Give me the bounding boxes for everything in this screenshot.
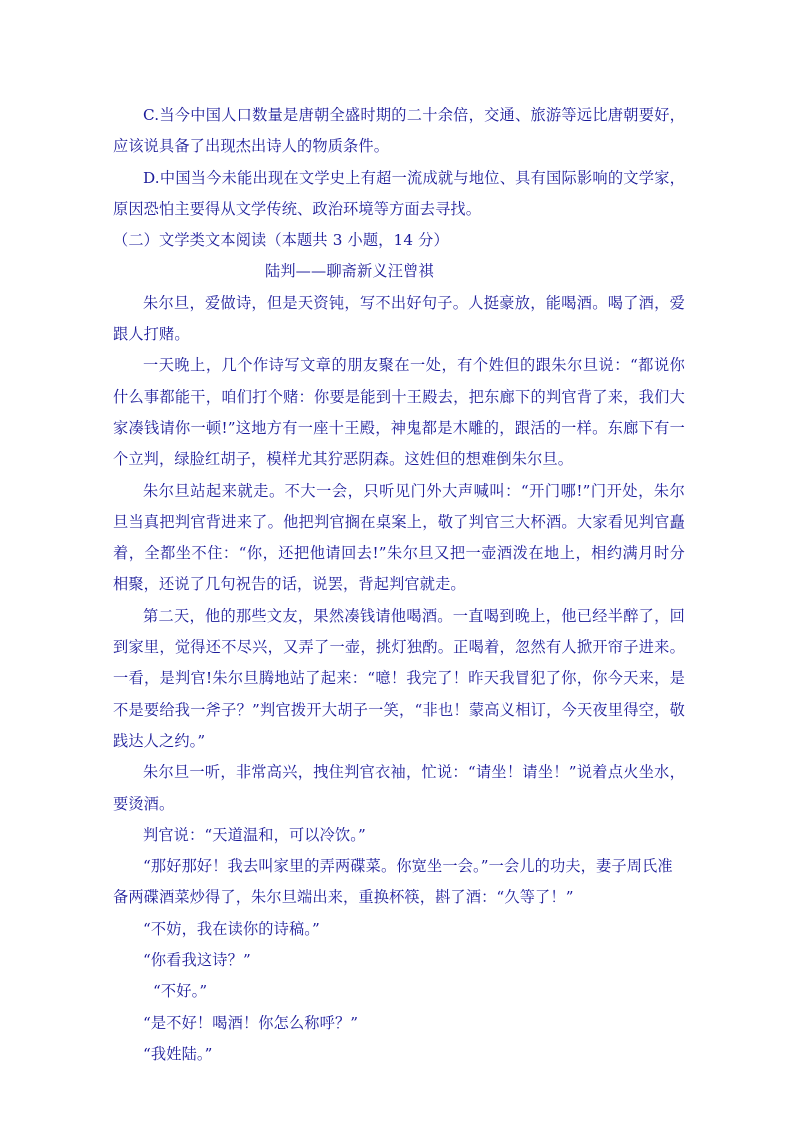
story-paragraph: 朱尔旦，爱做诗，但是天资钝，写不出好句子。人挺豪放，能喝酒。喝了酒，爱跟人打赌。: [113, 293, 685, 344]
dialog-line: “我姓陆。”: [143, 1044, 213, 1063]
story-paragraph: 第二天，他的那些文友，果然凑钱请他喝酒。一直喝到晚上，他已经半醉了，回到家里，觉得还不尽兴，又弄了一壶，挑灯独酌。正喝着，忽然有人掀开帘子进来。一看，是判官!朱尔旦腾地站了起来：“噫！我完了！昨天我冒犯了你，你今天来，是不是要给我一斧子？”判官拨开大胡子一笑，“非也！蒙高义相订，今天夜里得空，敬践达人之约。”: [113, 606, 685, 750]
story-paragraph: 朱尔旦一听，非常高兴，拽住判官衣袖，忙说：“请坐！请坐！”说着点火坐水，要烫酒。: [113, 763, 685, 813]
dialog-line: “是不好！喝酒！你怎么称呼？”: [143, 1013, 359, 1032]
story-paragraph: “那好那好！我去叫家里的弄两碟菜。你宽坐一会。”一会儿的功夫，妻子周氏准备两碟酒菜炒得了，朱尔旦端出来，重换杯筷，斟了酒：“久等了！”: [113, 857, 673, 907]
story-paragraph: 判官说：“天道温和，可以冷饮。”: [143, 825, 366, 844]
story-paragraph: 一天晚上，几个作诗写文章的朋友聚在一处，有个姓但的跟朱尔旦说：“都说你什么事都能干，咱们打个赌：你要是能到十王殿去，把东廊下的判官背了来，我们大家凑钱请你一顿!”这地方有一座十王殿，神鬼都是木雕的，跟活的一样。东廊下有一个立判，绿脸红胡子，模样尤其狞恶阴森。这姓但的想难倒朱尔旦。: [113, 356, 685, 469]
section-heading: （二）文学类文本阅读（本题共 3 小题，14 分）: [113, 231, 449, 250]
story-title: 陆判——聊斋新义汪曾祺: [265, 262, 434, 281]
option-c: C.当今中国人口数量是唐朝全盛时期的二十余倍，交通、旅游等远比唐朝要好，应该说具备了出现杰出诗人的物质条件。: [113, 106, 685, 156]
story-paragraph: 朱尔旦站起来就走。不大一会，只听见门外大声喊叫：“开门哪!”门开处，朱尔旦当真把判官背进来了。他把判官搁在桌案上，敬了判官三大杯酒。大家看见判官矗着，全都坐不住：“你，还把他请回去!”朱尔旦又把一壶酒泼在地上，相约满月时分相聚，还说了几句祝告的话，说罢，背起判官就走。: [113, 481, 685, 594]
dialog-line: “不妨，我在读你的诗稿。”: [143, 919, 320, 938]
option-d: D.中国当今未能出现在文学史上有超一流成就与地位、具有国际影响的文学家，原因恐怕主要得从文学传统、政治环境等方面去寻找。: [113, 168, 685, 218]
dialog-line: “不好。”: [153, 982, 208, 1001]
dialog-line: “你看我这诗？”: [143, 951, 251, 970]
document-page: [113, 100, 685, 1070]
